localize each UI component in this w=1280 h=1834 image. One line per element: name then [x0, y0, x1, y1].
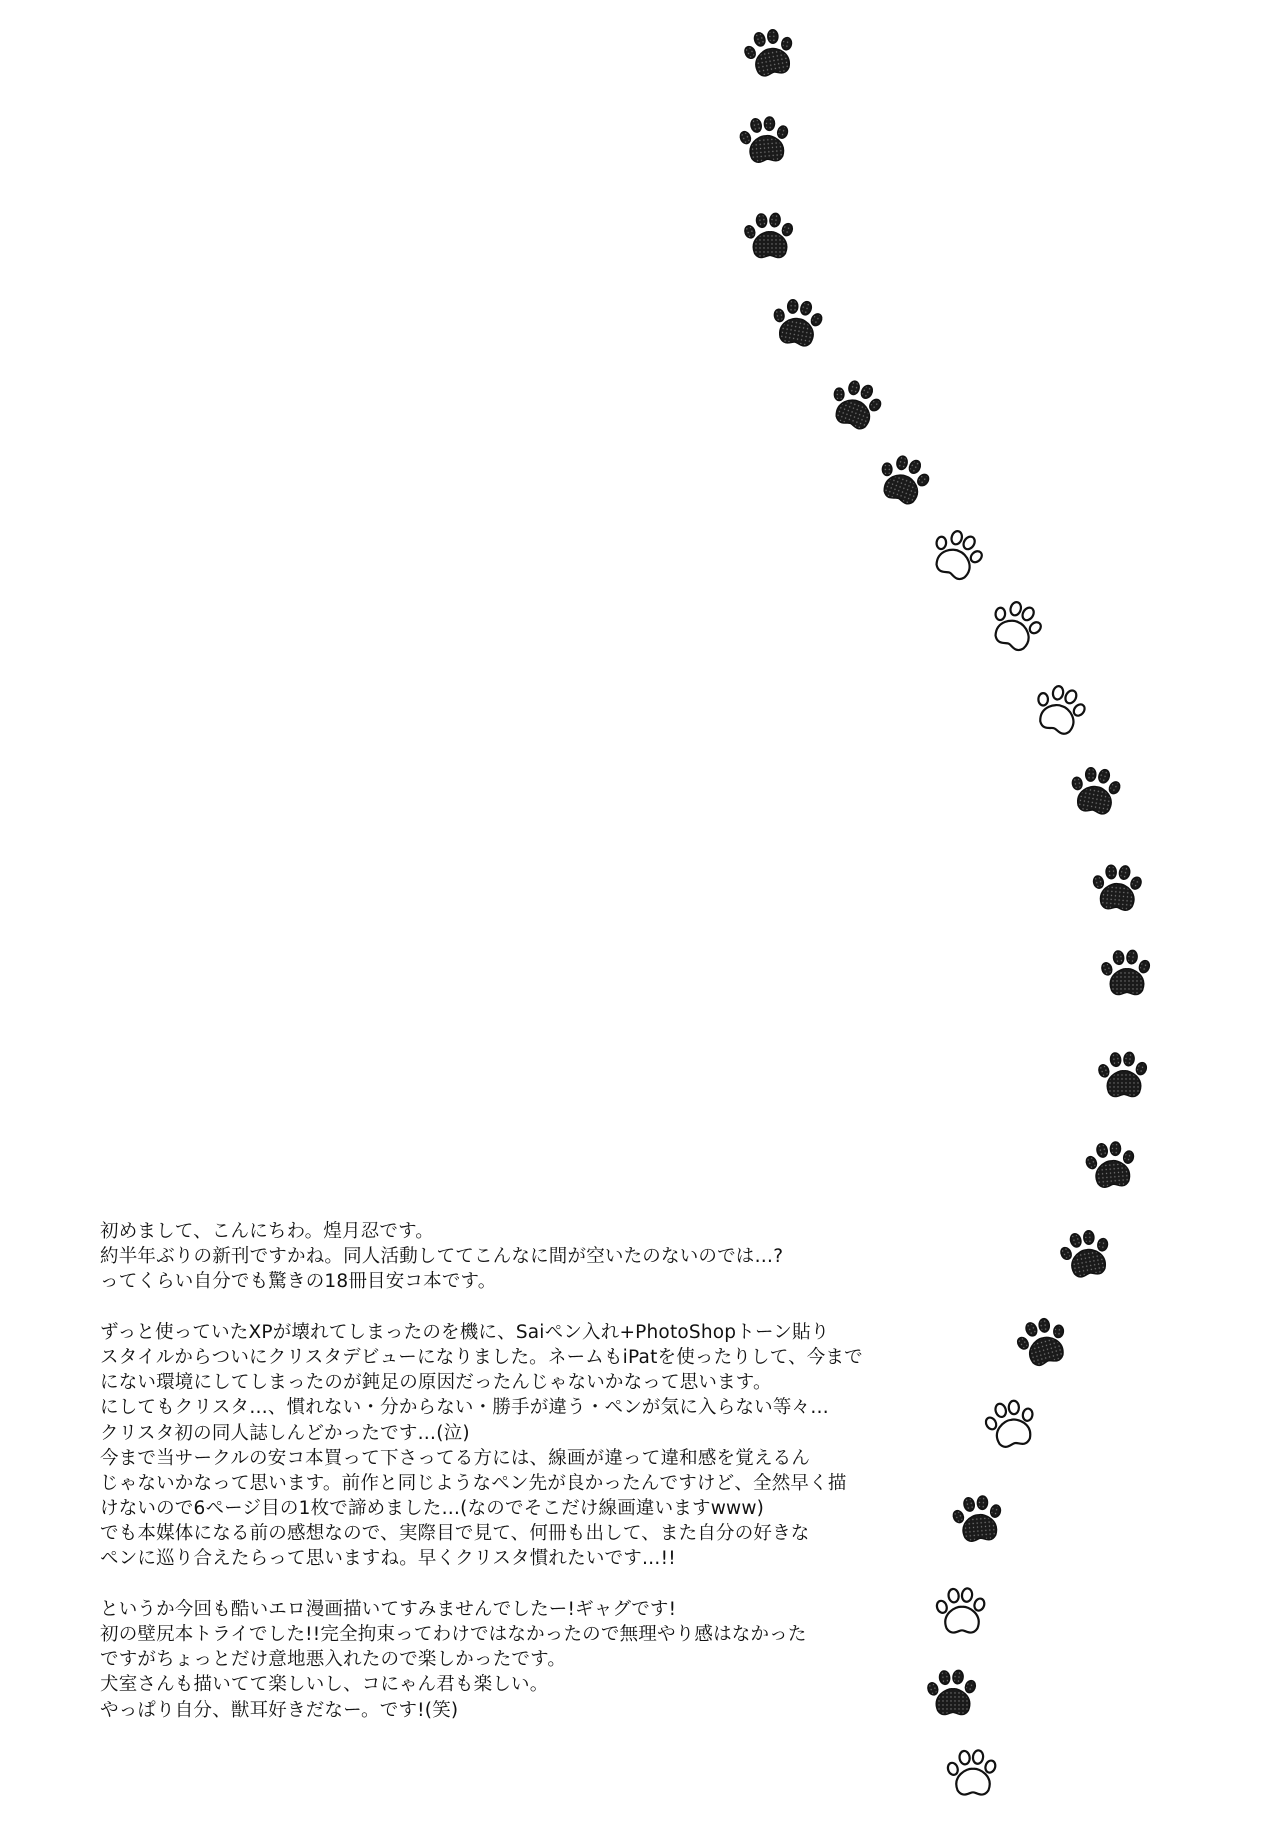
afterword-paragraph-tools — [100, 1320, 863, 1572]
afterword-line: でも本媒体になる前の感想なので、実際目で見て、何冊も出して、また自分の好きな — [100, 1523, 810, 1545]
paw-print-outline-icon — [981, 1397, 1039, 1450]
afterword-line: というか今回も酷いエロ漫画描いてすみませんでしたー!ギャグです! — [100, 1598, 677, 1620]
paw-print-outline-icon — [924, 523, 989, 585]
afterword-line: ペンに巡り合えたらって思いますね。早くクリスタ慣れたいです…!! — [100, 1548, 676, 1570]
paw-print-filled-icon — [1083, 1140, 1137, 1189]
paw-print-filled-icon — [824, 374, 887, 433]
afterword-line: ってくらい自分でも驚きの18冊目安コ本です。 — [100, 1271, 497, 1293]
paw-print-outline-icon — [935, 1588, 986, 1633]
afterword-line: クリスタ初の同人誌しんどかったです…(泣) — [100, 1422, 470, 1444]
paw-print-filled-icon — [926, 1670, 977, 1715]
afterword-line: 初の壁尻本トライでした!!完全拘束ってわけではなかったので無理やり感はなかった — [100, 1624, 807, 1645]
paw-print-outline-icon — [946, 1750, 997, 1795]
afterword-line: ずっと使っていたXPが壊れてしまったのを機に、Saiペン入れ+PhotoShopトーン貼り — [100, 1321, 830, 1343]
afterword-line: 約半年ぶりの新刊ですかね。同人活動しててこんなに間が空いたのないのでは…? — [100, 1246, 784, 1268]
paw-print-filled-icon — [768, 295, 826, 348]
paragraph-spacer — [100, 1572, 820, 1597]
afterword-paragraph-intro — [100, 1219, 820, 1295]
afterword-line: スタイルからついにクリスタデビューになりました。ネームもiPatを使ったりして、今まで — [100, 1346, 863, 1368]
afterword-line: 犬室さんも描いてて楽しいし、コにゃん君も楽しい。 — [100, 1674, 549, 1696]
afterword-line: にしてもクリスタ…、慣れない・分からない・勝手が違う・ペンが気に入らない等々… — [100, 1397, 829, 1419]
afterword-line: にない環境にしてしまったのが鈍足の原因だったんじゃないかなって思います。 — [100, 1372, 772, 1394]
paw-print-outline-icon — [1028, 679, 1091, 738]
afterword-line: 今まで当サークルの安コ本買って下さってる方には、線画が違って違和感を覚えるん — [100, 1447, 811, 1469]
afterword-line: じゃないかなって思います。前作と同じようなペン先が良かったんですけど、全然早く描 — [100, 1472, 847, 1494]
afterword-line: 初めまして、こんにちわ。煌月忍です。 — [100, 1221, 435, 1242]
paw-print-filled-icon — [1090, 862, 1144, 911]
afterword-line: けないので6ページ目の1枚で諦めました…(なのでそこだけ線画違いますwww) — [100, 1498, 765, 1520]
paw-print-filled-icon — [743, 213, 794, 258]
paw-print-filled-icon — [737, 115, 791, 164]
paw-print-filled-icon — [1056, 1227, 1114, 1280]
afterword-line: やっぱり自分、獣耳好きだなー。です!(笑) — [100, 1699, 459, 1721]
afterword-paragraph-closing — [100, 1597, 820, 1723]
paragraph-spacer — [100, 1295, 820, 1320]
paw-print-filled-icon — [740, 26, 798, 79]
afterword-text — [100, 1219, 863, 1723]
afterword-line: ですがちょっとだけ意地悪入れたので楽しかったです。 — [100, 1649, 567, 1671]
paw-print-filled-icon — [1097, 1052, 1148, 1097]
paw-print-outline-icon — [983, 594, 1048, 656]
paw-print-filled-icon — [1012, 1313, 1073, 1369]
paw-print-filled-icon — [1100, 950, 1151, 995]
paw-print-filled-icon — [872, 449, 935, 508]
paw-print-filled-icon — [950, 1494, 1004, 1543]
paw-print-filled-icon — [1066, 763, 1124, 816]
